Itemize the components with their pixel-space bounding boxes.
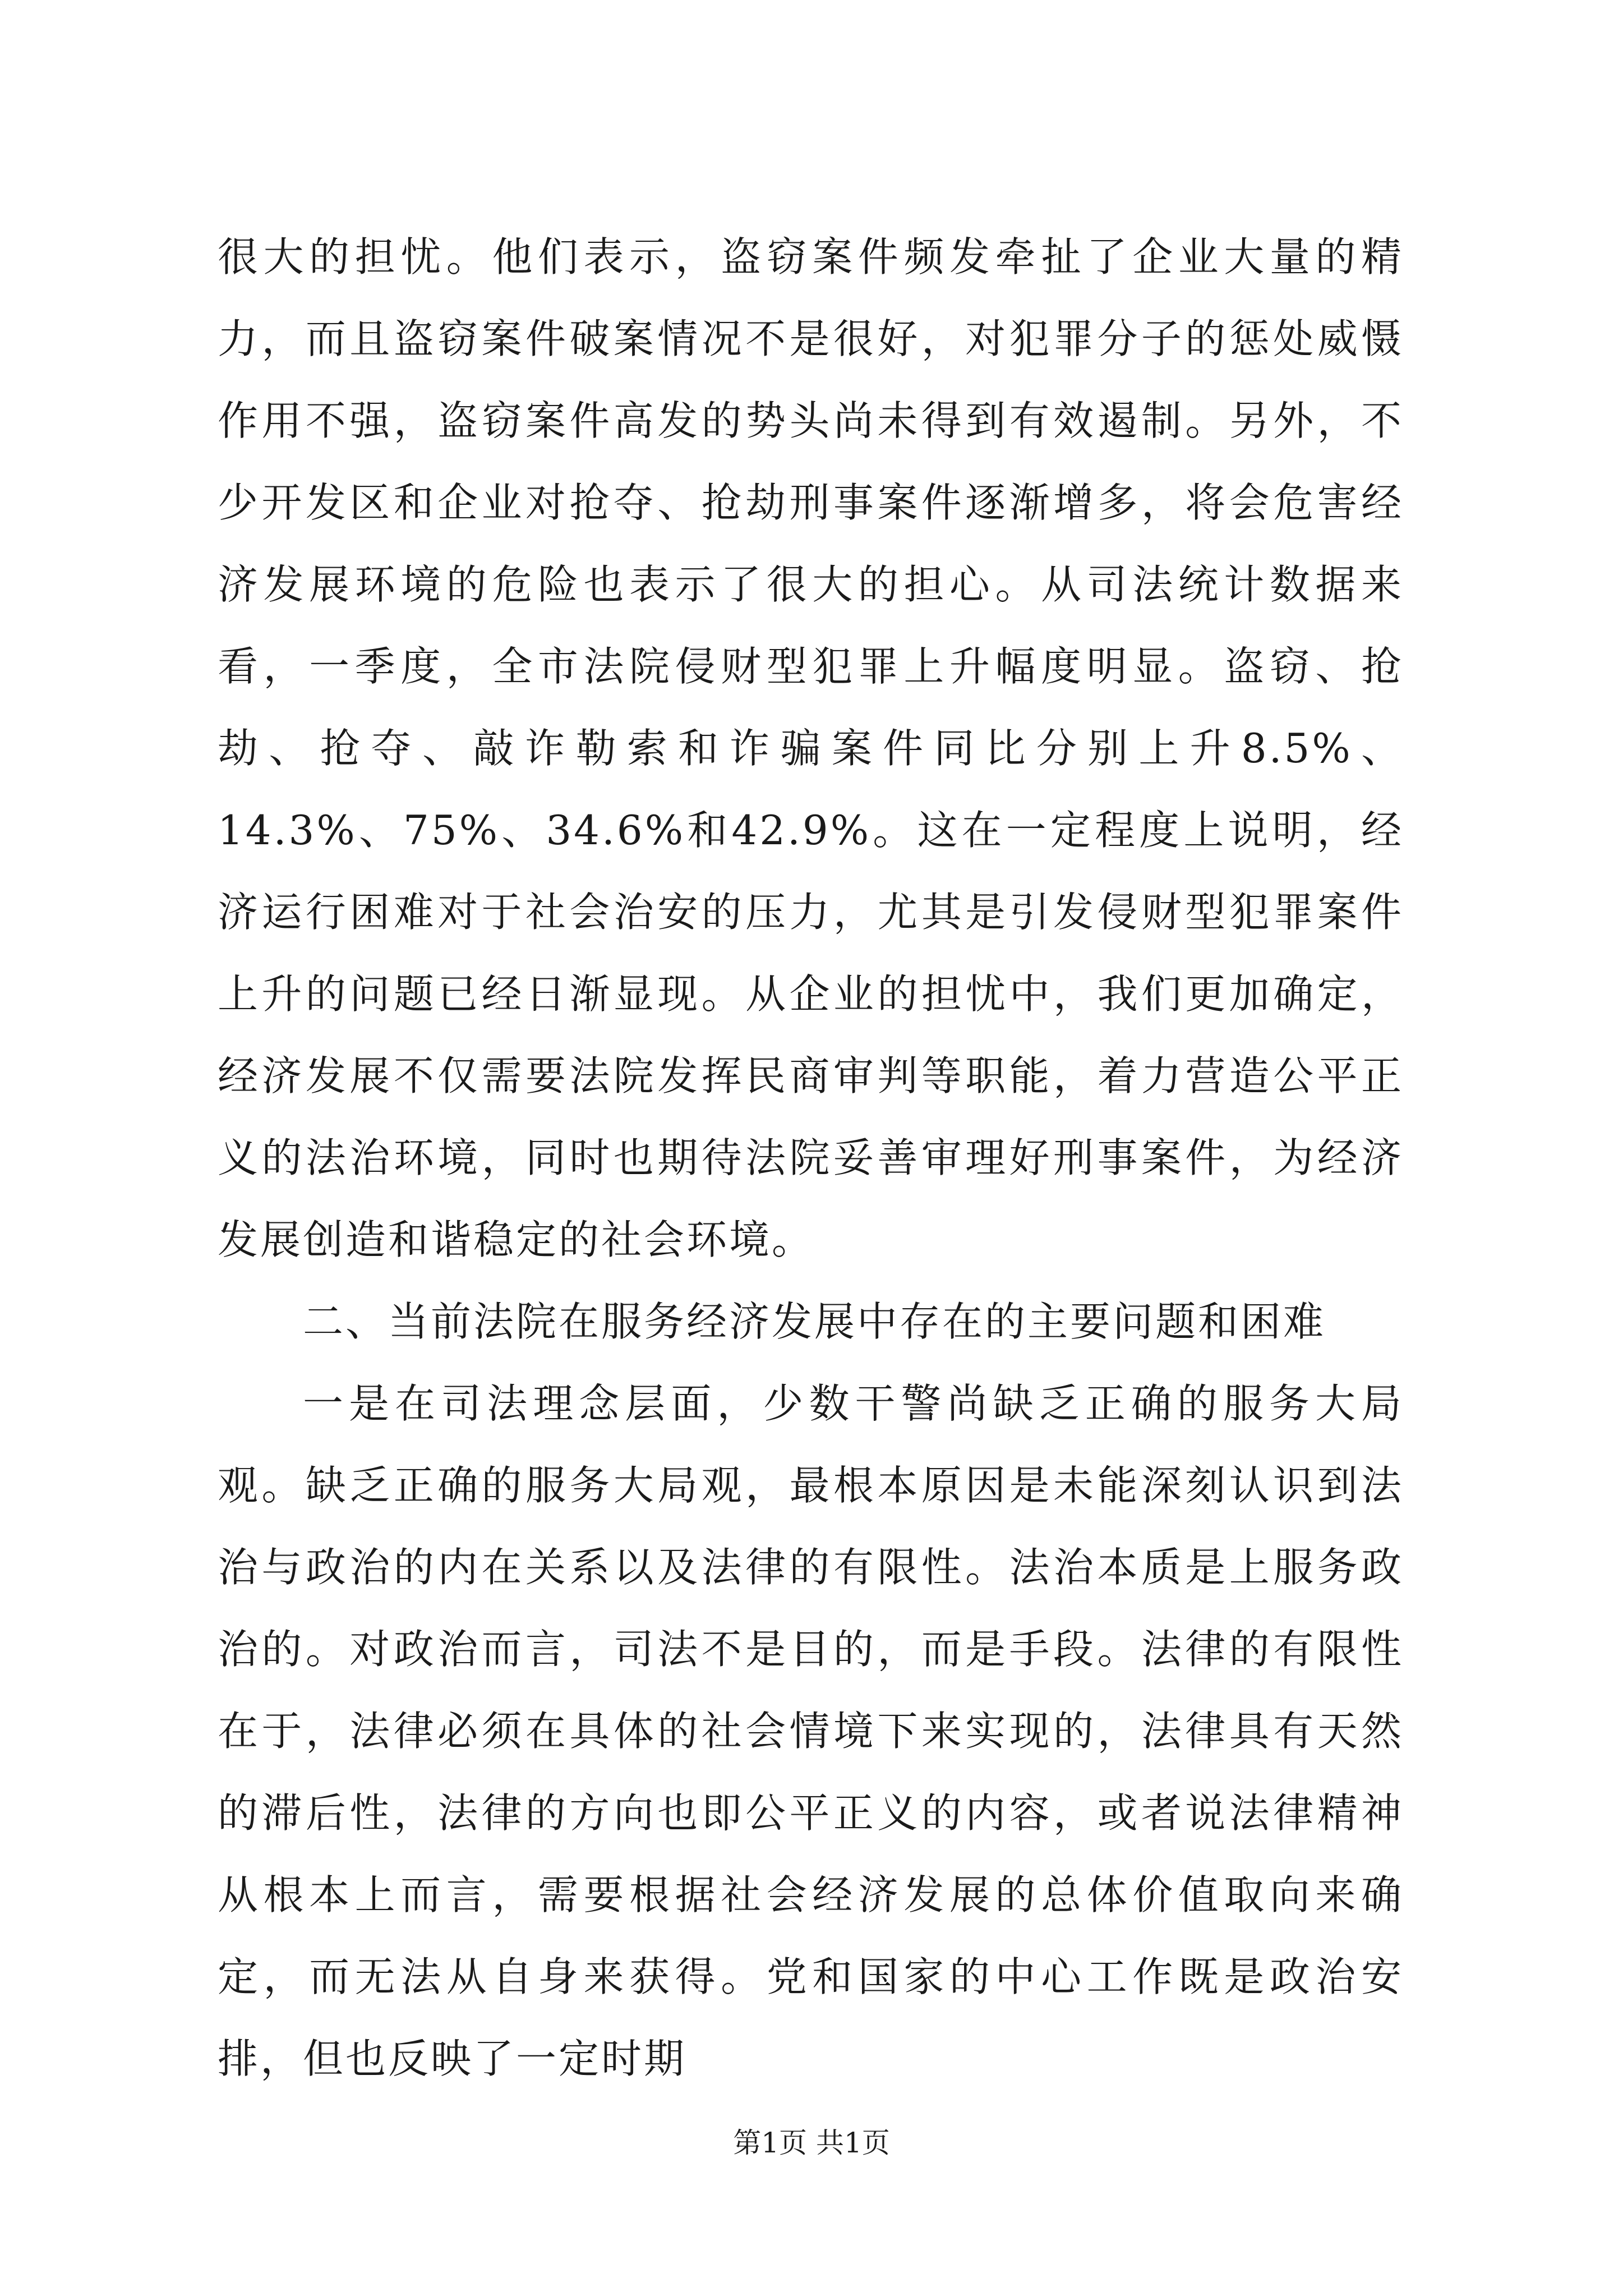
paragraph: 一是在司法理念层面，少数干警尚缺乏正确的服务大局观。缺乏正确的服务大局观，最根本原因是未能深刻认识到法治与政治的内在关系以及法律的有限性。法治本质是上服务政治的。对政治而言，司法不是目的，而是手段。法律的有限性在于，法律必须在具体的社会情境下来实现的，法律具有天然的滞后性，法律的方向也即公平正义的内容，或者说法律精神从根本上而言，需要根据社会经济发展的总体价值取向来确定，而无法从自身来获得。党和国家的中心工作既是政治安排，但也反映了一定时期 [218, 1380, 1404, 2082]
document-body [218, 216, 1404, 2100]
page-footer: 第1页 共1页 [733, 2127, 890, 2159]
section-heading: 二、当前法院在服务经济发展中存在的主要问题和困难 [303, 1298, 1326, 1345]
paragraph-continued: 很大的担忧。他们表示，盗窃案件频发牵扯了企业大量的精力，而且盗窃案件破案情况不是很好，对犯罪分子的惩处威慑作用不强，盗窃案件高发的势头尚未得到有效遏制。另外，不少开发区和企业对抢夺、抢劫刑事案件逐渐增多，将会危害经济发展环境的危险也表示了很大的担心。从司法统计数据来看，一季度，全市法院侵财型犯罪上升幅度明显。盗窃、抢劫、抢夺、敲诈勒索和诈骗案件同比分别上升8.5%、14.3%、75%、34.6%和42.9%。这在一定程度上说明，经济运行困难对于社会治安的压力，尤其是引发侵财型犯罪案件上升的问题已经日渐显现。从企业的担忧中，我们更加确定，经济发展不仅需要法院发挥民商审判等职能，着力营造公平正义的法治环境，同时也期待法院妥善审理好刑事案件，为经济发展创造和谐稳定的社会环境。 [218, 233, 1404, 1263]
